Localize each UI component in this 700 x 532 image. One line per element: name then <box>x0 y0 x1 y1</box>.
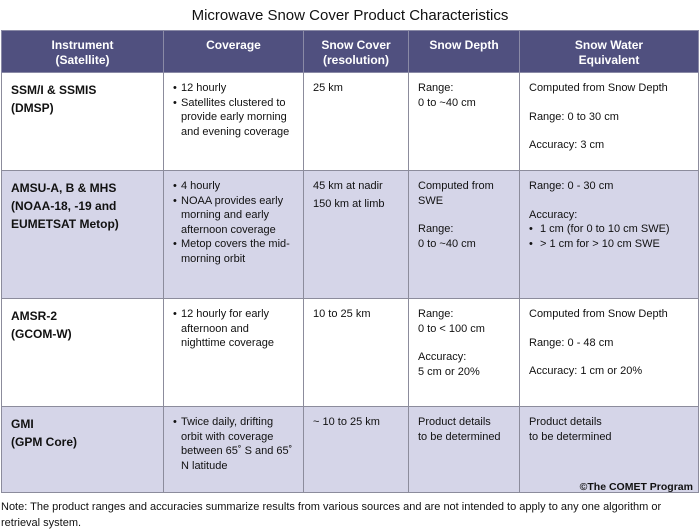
coverage-list <box>173 307 295 351</box>
instrument-name: GMI <box>11 417 34 431</box>
snow-depth-range-value: 0 to ~40 cm <box>418 237 476 250</box>
copyright-notice: ©The COMET Program <box>579 481 693 493</box>
characteristics-table <box>1 30 699 493</box>
swe-range: Range: 0 to 30 cm <box>529 110 619 123</box>
header-instrument <box>2 31 164 73</box>
header-swe-line1: Snow Water <box>574 38 644 52</box>
table-row <box>2 407 699 493</box>
coverage-item: • NOAA provides early morning and early afternoon coverage <box>173 194 295 238</box>
snow-cover-value: 10 to 25 km <box>313 308 371 320</box>
snow-depth-range-label: Range: <box>418 223 454 236</box>
header-snow-depth-line1: Snow Depth <box>429 38 499 52</box>
snow-depth-computed: Computed from SWE <box>418 180 494 207</box>
snow-depth-accuracy-label: Accuracy: <box>418 351 467 364</box>
table-title: Microwave Snow Cover Product Characteristics <box>191 7 509 24</box>
snow-depth-range-label: Range: <box>418 82 454 94</box>
header-swe-line2: Equivalent <box>578 53 640 67</box>
snow-depth-cell <box>409 407 520 493</box>
table-row <box>2 73 699 171</box>
coverage-item: • Twice daily, drifting orbit with coverage between 65˚ S and 65˚ N latitude <box>173 415 295 473</box>
instrument-satellite: (DMSP) <box>11 101 54 115</box>
swe-cell <box>520 299 699 407</box>
header-snow-cover-line2: (resolution) <box>323 53 389 67</box>
swe-computed: Computed from Snow Depth <box>529 82 668 94</box>
instrument-cell <box>2 73 164 171</box>
instrument-cell <box>2 407 164 493</box>
coverage-cell <box>164 171 304 299</box>
instrument-cell <box>2 299 164 407</box>
instrument-satellite: EUMETSAT Metop) <box>11 217 119 231</box>
swe-accuracy-list <box>529 222 690 251</box>
header-row <box>2 31 699 73</box>
instrument-name: AMSR-2 <box>11 309 58 323</box>
coverage-item: • 12 hourly <box>173 81 295 96</box>
header-instrument-line1: Instrument <box>51 38 114 52</box>
swe-computed: Computed from Snow Depth <box>529 308 668 320</box>
coverage-cell <box>164 299 304 407</box>
coverage-item: • 4 hourly <box>173 179 295 194</box>
footnote: Note: The product ranges and accuracies summarize results from various sources and are not intended to apply to any one algorithm or retrieval system. <box>1 501 662 529</box>
swe-accuracy-item: • 1 cm (for 0 to 10 cm SWE) <box>529 222 690 237</box>
coverage-item: • Metop covers the mid-morning orbit <box>173 237 295 266</box>
instrument-satellite: (GPM Core) <box>11 435 77 449</box>
header-snow-cover-line1: Snow Cover <box>321 38 391 52</box>
snow-depth-cell <box>409 73 520 171</box>
header-instrument-line2: (Satellite) <box>55 53 110 67</box>
snow-depth-cell <box>409 171 520 299</box>
snow-cover-cell <box>304 73 409 171</box>
swe-range: Range: 0 - 48 cm <box>529 336 614 349</box>
swe-accuracy-item: • > 1 cm for > 10 cm SWE <box>529 237 690 252</box>
swe-cell <box>520 407 699 493</box>
coverage-list <box>173 81 295 139</box>
instrument-satellite: (NOAA-18, -19 and <box>11 199 117 213</box>
table-row <box>2 299 699 407</box>
header-coverage-line1: Coverage <box>206 38 261 52</box>
coverage-list <box>173 179 295 267</box>
swe-details: Product details <box>529 416 602 428</box>
header-snow-depth <box>409 31 520 73</box>
snow-cover-cell <box>304 171 409 299</box>
snow-depth-cell <box>409 299 520 407</box>
snow-cover-value: ~ 10 to 25 km <box>313 416 380 428</box>
snow-cover-value: 150 km at limb <box>313 197 385 210</box>
snow-cover-cell <box>304 407 409 493</box>
snow-depth-details: to be determined <box>418 430 501 443</box>
header-snow-cover <box>304 31 409 73</box>
instrument-cell <box>2 171 164 299</box>
table-row <box>2 171 699 299</box>
coverage-item: • 12 hourly for early afternoon and nighttime coverage <box>173 307 295 351</box>
instrument-name: AMSU-A, B & MHS <box>11 181 117 195</box>
coverage-cell <box>164 73 304 171</box>
swe-cell <box>520 73 699 171</box>
coverage-cell <box>164 407 304 493</box>
snow-depth-accuracy-value: 5 cm or 20% <box>418 365 480 378</box>
swe-range: Range: 0 - 30 cm <box>529 180 614 192</box>
coverage-item: • Satellites clustered to provide early morning and evening coverage <box>173 96 295 140</box>
coverage-list <box>173 415 295 473</box>
instrument-name: SSM/I & SSMIS <box>11 83 97 97</box>
snow-depth-range-value: 0 to < 100 cm <box>418 322 485 335</box>
swe-accuracy-label: Accuracy: <box>529 208 578 221</box>
snow-cover-cell <box>304 299 409 407</box>
header-swe <box>520 31 699 73</box>
snow-depth-range-value: 0 to ~40 cm <box>418 96 476 109</box>
swe-accuracy: Accuracy: 3 cm <box>529 139 605 152</box>
swe-cell <box>520 171 699 299</box>
snow-depth-range-label: Range: <box>418 308 454 320</box>
instrument-satellite: (GCOM-W) <box>11 327 72 341</box>
snow-cover-value: 45 km at nadir <box>313 180 383 192</box>
snow-cover-value: 25 km <box>313 82 343 94</box>
header-coverage <box>164 31 304 73</box>
snow-depth-details: Product details <box>418 416 491 428</box>
swe-accuracy: Accuracy: 1 cm or 20% <box>529 365 643 378</box>
swe-details: to be determined <box>529 430 612 443</box>
